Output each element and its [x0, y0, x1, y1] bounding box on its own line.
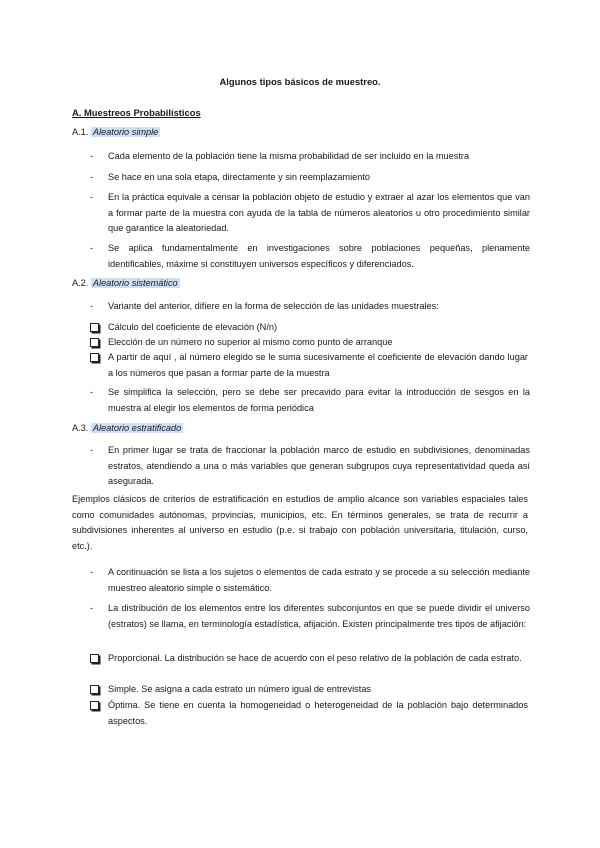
dash-bullet: - [90, 445, 94, 455]
dash-bullet: - [90, 172, 94, 182]
checkbox-list-item: Cálculo del coeficiente de elevación (N/n) [90, 320, 528, 336]
list-item: - Se simplifica la selección, pero se debe ser precavido para evitar la introducción de sesgos en la muestra al elegir los elementos de forma periódica [90, 387, 530, 413]
list-item: - En la práctica equivale a censar la población objeto de estudio y extraer al azar los elementos que van a formar parte de la muestra con ayuda de la tabla de números aleatorios u otro procedimiento similar que garantice la aleatoriedad. [90, 192, 530, 233]
subsection-a2-title: Aleatorio sistemático [92, 278, 178, 288]
checkbox-list-item: A partir de aquí , al número elegido se le suma sucesivamente el coeficiente de elevación dando lugar a los números que pasan a formar parte de la muestra [90, 350, 528, 381]
subsection-a3-title: Aleatorio estratificado [92, 423, 182, 433]
dash-bullet: - [90, 243, 94, 253]
square-bullet-icon [90, 353, 99, 362]
subsection-a1-heading [72, 125, 160, 141]
document-title: Algunos tipos básicos de muestreo. [219, 76, 381, 87]
checkbox-list-item: Elección de un número no superior al mismo como punto de arranque [90, 335, 528, 351]
subsection-a1-title: Aleatorio simple [92, 127, 159, 137]
square-bullet-icon [90, 685, 99, 694]
dash-bullet: - [90, 151, 94, 161]
subsection-a2-number: A.2. [72, 278, 89, 288]
square-bullet-icon [90, 701, 99, 710]
square-bullet-icon [90, 654, 99, 663]
subsection-a2-heading [72, 276, 180, 292]
list-item: - Cada elemento de la población tiene la misma probabilidad de ser incluido en la muestra [90, 149, 530, 165]
checkbox-list-item: Proporcional. La distribución se hace de acuerdo con el peso relativo de la población de cada estrato. [90, 651, 528, 667]
list-item: - En primer lugar se trata de fraccionar la población marco de estudio en subdivisiones, denominadas estratos, atendiendo a una o más variables que generan subgrupos cuya representatividad queda así asegurada. [90, 445, 530, 486]
list-item: - A continuación se lista a los sujetos o elementos de cada estrato y se procede a su selección mediante muestreo aleatorio simple o sistemático. [90, 567, 530, 593]
dash-bullet: - [90, 567, 94, 577]
subsection-a3-number: A.3. [72, 423, 89, 433]
checkbox-list-item: Simple. Se asigna a cada estrato un número igual de entrevistas [90, 682, 528, 698]
section-heading-a: A. Muestreos Probabilísticos [72, 107, 201, 118]
list-item: - Se aplica fundamentalmente en investigaciones sobre poblaciones pequeñas, plenamente identificables, máxime si constituyen universos específicos y diferenciados. [90, 243, 530, 269]
subsection-a1-number: A.1. [72, 127, 89, 137]
dash-bullet: - [90, 603, 94, 613]
dash-bullet: - [90, 387, 94, 397]
list-item: - Variante del anterior, difiere en la forma de selección de las unidades muestrales: [90, 299, 530, 315]
checkbox-list-item: Óptima. Se tiene en cuenta la homogeneidad o heterogeneidad de la población bajo determinados aspectos. [90, 698, 528, 729]
list-item: - La distribución de los elementos entre los diferentes subconjuntos en que se puede dividir el universo (estratos) se llama, en terminología estadística, afijación. Existen principalmente tres tipos de afijación: [90, 603, 530, 629]
list-item: - Se hace en una sola etapa, directamente y sin reemplazamiento [90, 170, 530, 186]
square-bullet-icon [90, 323, 99, 332]
dash-bullet: - [90, 301, 94, 311]
body-paragraph: Ejemplos clásicos de criterios de estratificación en estudios de amplio alcance son variables espaciales tales como comunidades autónomas, provincias, municipios, etc. En términos generales, se trata de recurrir a subdivisiones inherentes al universo en estudio (p.e. si trabajo con población universitaria, titulación, curso, etc.). [72, 494, 528, 551]
subsection-a3-heading [72, 421, 183, 437]
square-bullet-icon [90, 338, 99, 347]
dash-bullet: - [90, 192, 94, 202]
